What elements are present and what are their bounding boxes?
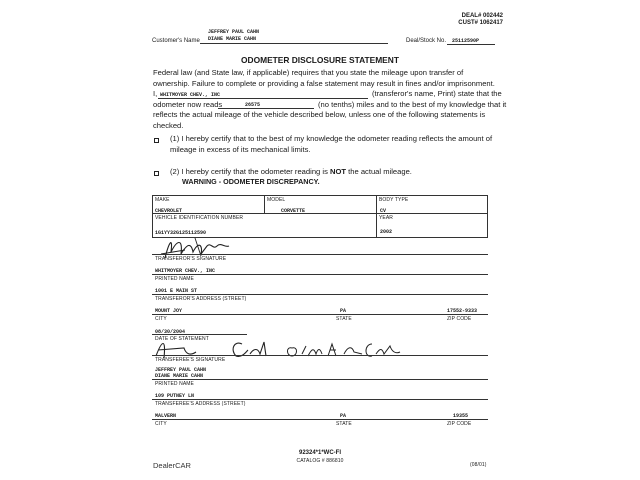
- odometer-warning: WARNING - ODOMETER DISCREPANCY.: [182, 177, 320, 186]
- transferor-address: 1001 E MAIN ST: [155, 288, 198, 294]
- statement-prefix: I,: [153, 89, 158, 98]
- transferee-address-line: [152, 399, 488, 400]
- transferor-zip: 17552-9333: [447, 308, 478, 314]
- transferor-city-label: CITY: [155, 316, 167, 322]
- statement-part2-a: (no tenths) miles and to the best of my knowledge that it: [318, 99, 507, 109]
- model-value: CORVETTE: [281, 208, 306, 214]
- customer-name-2: DIANE MARIE CAHN: [208, 36, 257, 42]
- check-box-2[interactable]: [154, 171, 159, 176]
- model-label: MODEL: [267, 197, 286, 203]
- transferor-signature-line: [152, 254, 488, 255]
- odometer-reading-line: [218, 108, 314, 109]
- transferee-city: MALVERN: [155, 413, 177, 419]
- statement-part1-b: odometer now reads: [153, 99, 223, 109]
- body-type-value: CV: [380, 208, 387, 214]
- vehicle-table-col-divider-1: [264, 195, 265, 213]
- make-value: CHEVROLET: [155, 208, 183, 214]
- deal-stock-value: 25112590P: [452, 38, 480, 44]
- transferee-city-label: CITY: [155, 421, 167, 427]
- date-label: DATE OF STATEMENT: [155, 336, 209, 342]
- transferor-state: PA: [340, 308, 347, 314]
- transferee-zip: 19355: [453, 413, 469, 419]
- catalog-number: CATALOG # 886810: [296, 458, 344, 464]
- document-title: ODOMETER DISCLOSURE STATEMENT: [241, 55, 399, 65]
- vin-label: VEHICLE IDENTIFICATION NUMBER: [155, 215, 244, 221]
- deal-stock-line: [447, 44, 495, 45]
- transferor-address-label: TRANSFEROR'S ADDRESS (STREET): [155, 296, 247, 302]
- statement-part1-a: (transferor's name, Print) state that the: [372, 89, 502, 98]
- odometer-reading: 26575: [245, 102, 261, 108]
- vin-value: 1G1YY32G125112590: [155, 230, 207, 236]
- transferee-signature-line: [152, 355, 488, 356]
- transferor-city: MOUNT JOY: [155, 308, 183, 314]
- vehicle-table-col-divider-2: [376, 195, 377, 238]
- transferee-zip-label: ZIP CODE: [447, 421, 472, 427]
- transferee-printed-line: [152, 379, 488, 380]
- form-number: 92324*1*WC-FI: [298, 450, 342, 456]
- check-statement-2: (2) I hereby certify that the odometer reading is NOT the actual mileage.: [170, 167, 412, 176]
- make-label: MAKE: [155, 197, 170, 203]
- statement-date: 08/30/2004: [155, 329, 186, 335]
- year-value: 2002: [380, 229, 393, 235]
- deal-number: DEAL# 002442: [461, 13, 503, 19]
- transferor-signature-label: TRANSFEROR'S SIGNATURE: [155, 256, 227, 262]
- check-box-1[interactable]: [154, 138, 159, 143]
- vehicle-table-row-divider: [152, 213, 488, 214]
- transferor-printed-label: PRINTED NAME: [155, 276, 194, 282]
- year-label: YEAR: [379, 215, 394, 221]
- transferor-state-label: STATE: [336, 316, 352, 322]
- statement-part2-b: reflects the actual mileage of the vehicle described below, unless one of the following statements is checked.: [153, 110, 486, 130]
- transferee-address: 109 PUTNEY LN: [155, 393, 195, 399]
- dealercar-logo: DealerCAR: [153, 461, 191, 470]
- transferee-printed-name-2: DIANE MARIE CAHN: [155, 373, 204, 379]
- customer-name-1: JEFFREY PAUL CAHN: [208, 29, 260, 35]
- customer-number: CUST# 1062417: [458, 20, 503, 26]
- transferee-city-line: [152, 419, 488, 420]
- transferor-zip-label: ZIP CODE: [447, 316, 472, 322]
- transferee-printed-name-1: JEFFREY PAUL CAHN: [155, 367, 207, 373]
- customer-name-line: [200, 43, 388, 44]
- intro-paragraph: Federal law (and State law, if applicable) requires that you state the mileage upon transfer of ownership. Failure to complete or providing a false statement may result in fines and/or imprisonment.: [153, 68, 495, 88]
- revision-date: (08/01): [470, 462, 487, 468]
- transferee-state: PA: [340, 413, 347, 419]
- transferee-signature-label: TRANSFEREE'S SIGNATURE: [155, 357, 226, 363]
- customer-name-label: Customer's Name: [152, 38, 200, 44]
- check-statement-1: (1) I hereby certify that to the best of my knowledge the odometer reading reflects the amount of mileage in excess of its mechanical limits.: [170, 134, 493, 154]
- transferor-name-fill: WHITMOYER CHEV., INC: [160, 92, 221, 98]
- transferee-state-label: STATE: [336, 421, 352, 427]
- transferor-printed-name: WHITMOYER CHEV., INC: [155, 268, 216, 274]
- deal-stock-label: Deal/Stock No.: [406, 38, 447, 44]
- transferor-address-line: [152, 294, 488, 295]
- transferor-printed-line: [152, 274, 488, 275]
- body-type-label: BODY TYPE: [379, 197, 409, 203]
- transferee-printed-label: PRINTED NAME: [155, 381, 194, 387]
- transferee-address-label: TRANSFEREE'S ADDRESS (STREET): [155, 401, 246, 407]
- transferor-city-line: [152, 314, 488, 315]
